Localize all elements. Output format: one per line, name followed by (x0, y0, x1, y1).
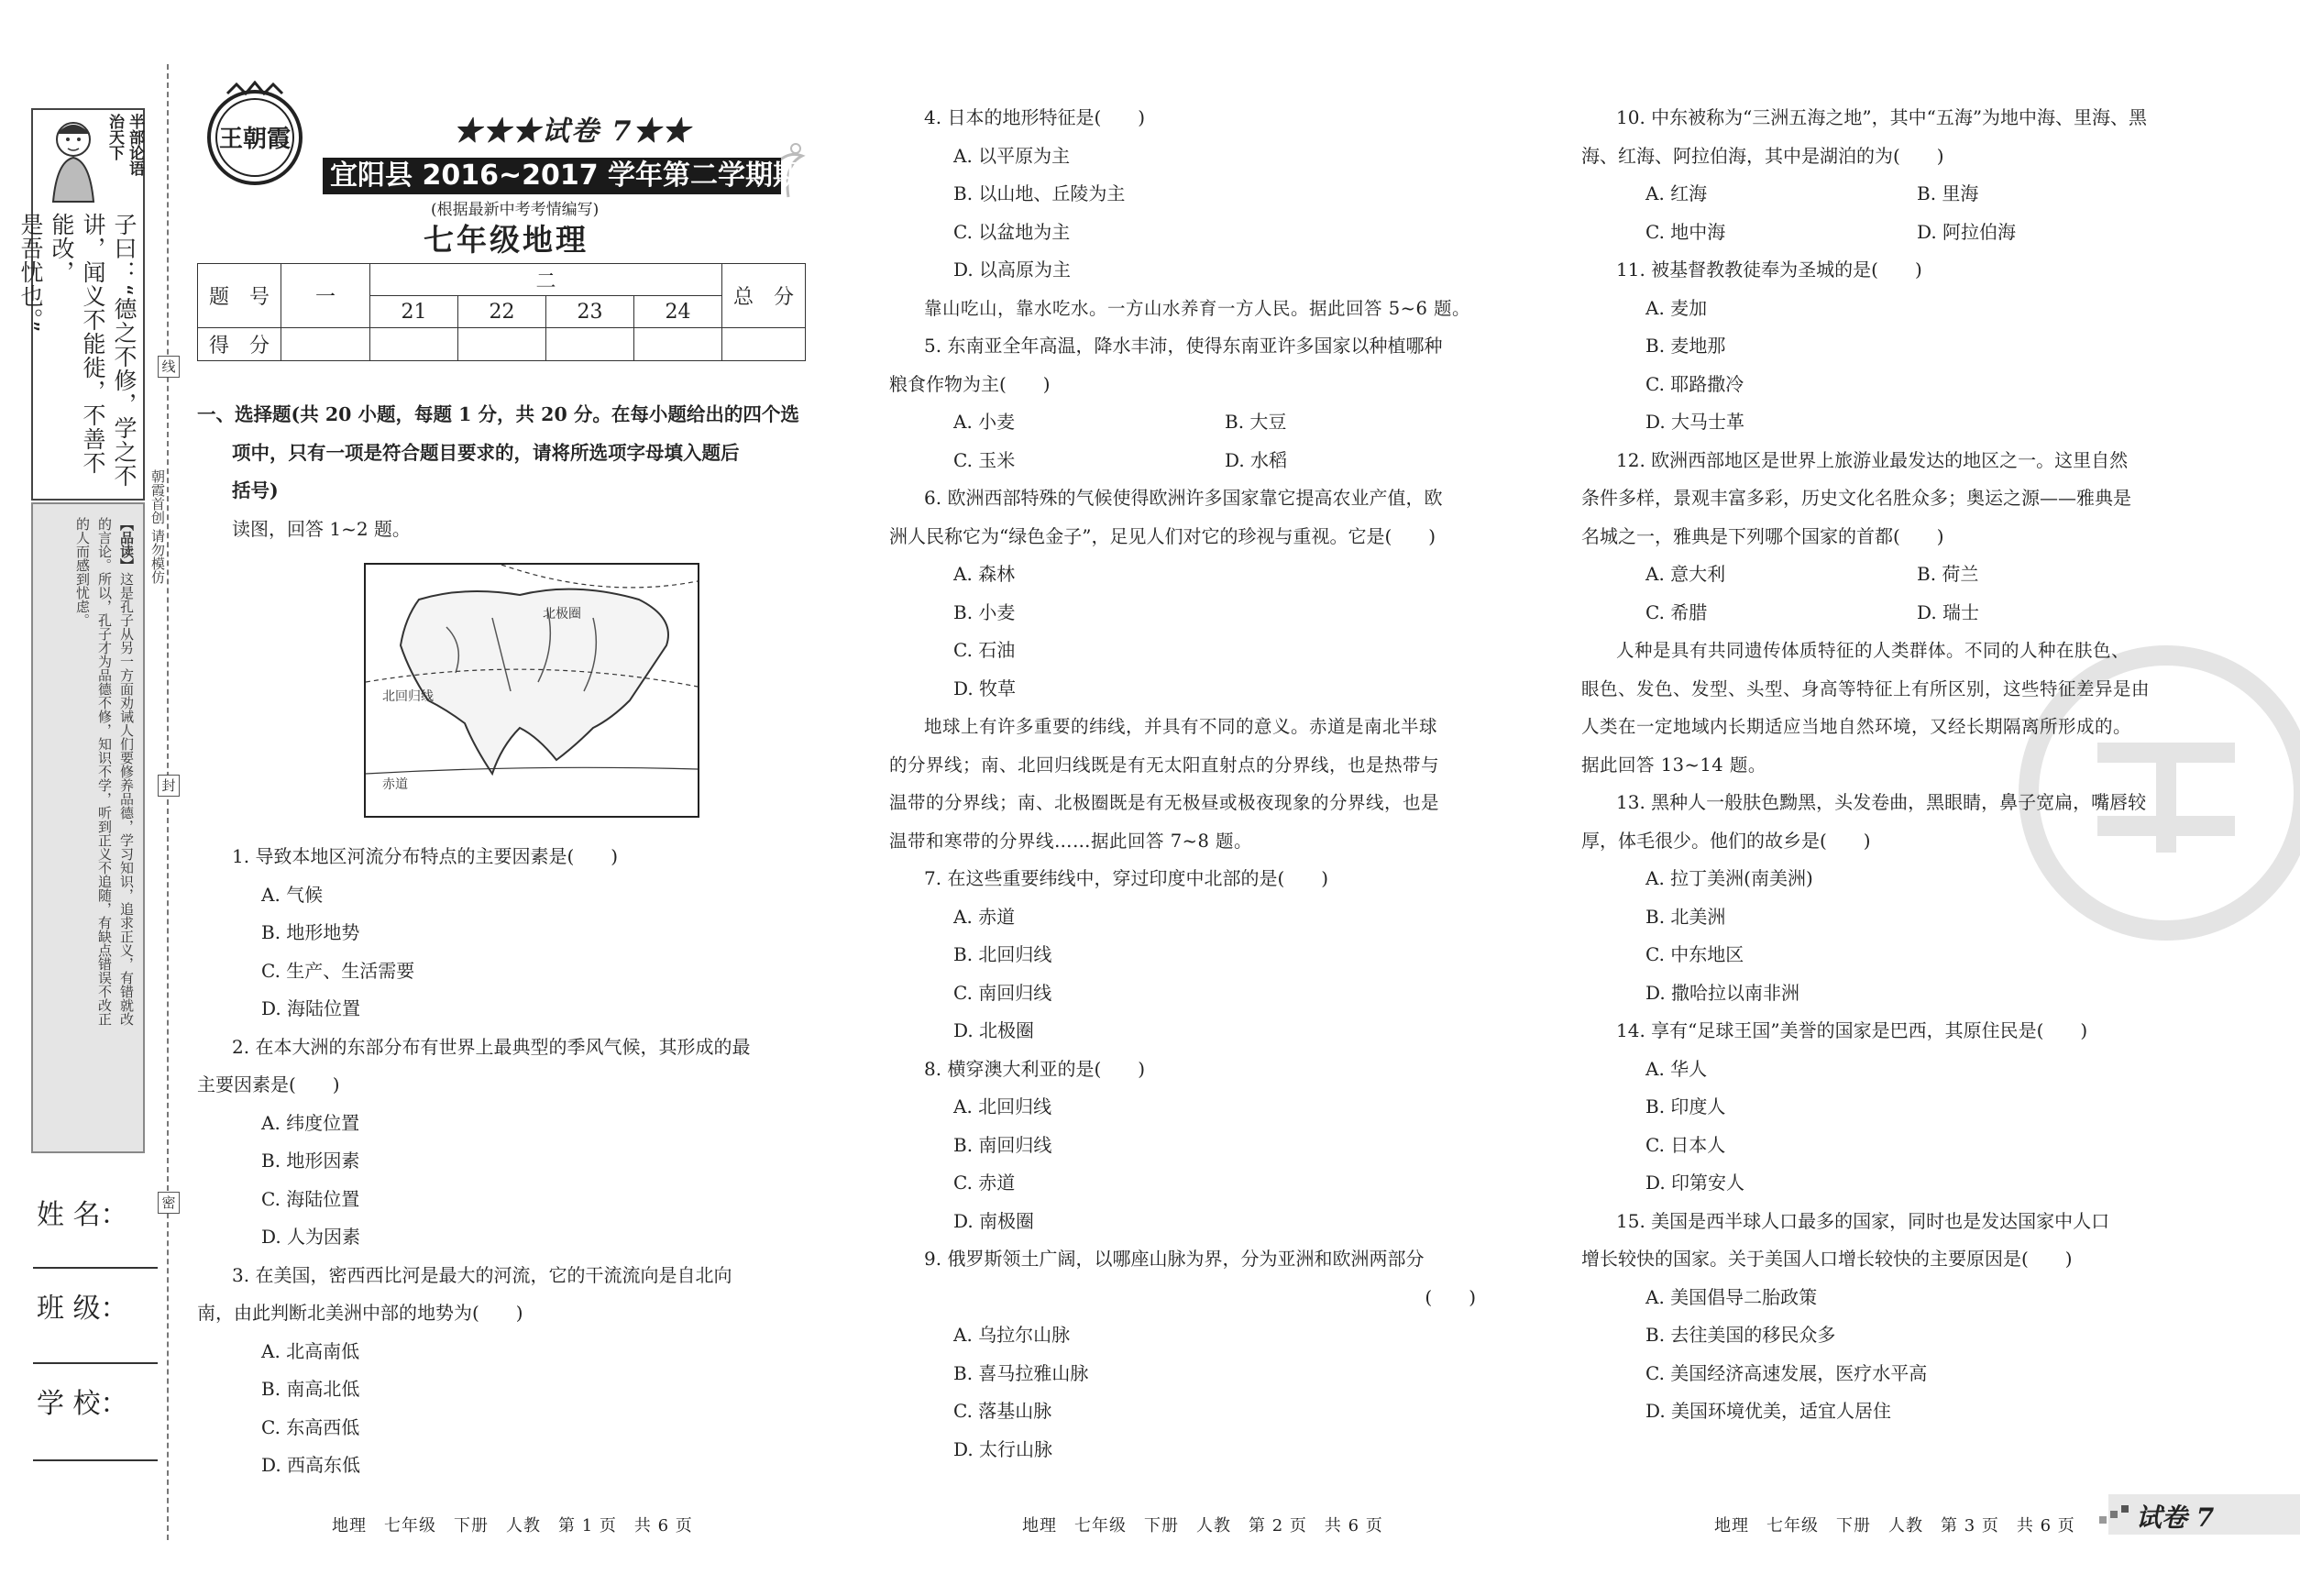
q1-option-b[interactable]: B. 地形地势 (261, 921, 360, 943)
q2-option-c[interactable]: C. 海陆位置 (261, 1187, 360, 1210)
section1-heading-1: 一、选择题(共 20 小题，每题 1 分，共 20 分。在每小题给出的四个选 (197, 403, 799, 425)
column-3 (1581, 99, 2205, 1431)
q12-options-row-1 (1581, 556, 2205, 594)
q9-bracket: ( ) (1425, 1285, 1476, 1308)
q4-stem: 4. 日本的地形特征是( ) (924, 106, 1146, 128)
score-label: 得 分 (198, 328, 281, 361)
q7-option-b[interactable]: B. 北回归线 (953, 943, 1052, 965)
q14-option-c[interactable]: C. 日本人 (1645, 1133, 1726, 1156)
score-section1: 一 (281, 264, 370, 328)
column-1-questions (197, 838, 820, 1485)
q3-option-c[interactable]: C. 东高西低 (261, 1415, 360, 1438)
commentary-line-3: 的人而感到忧虑。 (74, 517, 91, 627)
cut-label-xian: 线 (158, 356, 180, 378)
q11-option-b[interactable]: B. 麦地那 (1645, 335, 1726, 357)
q10-stem-2: 海、红海、阿拉伯海，其中是湖泊的为( ) (1581, 144, 1944, 167)
passage-7-8-line-4: 温带和寒带的分界线……据此回答 7~8 题。 (889, 830, 1253, 852)
q5-stem-1: 5. 东南亚全年高温，降水丰沛，使得东南亚许多国家以种植哪种 (924, 335, 1443, 357)
corner-squares-icon (2099, 1503, 2130, 1527)
score-sub-22: 22 (458, 296, 546, 328)
page-footer-3: 地理 七年级 下册 人教 第 3 页 共 6 页 (1714, 1516, 2075, 1535)
commentary-line-2: 的言论。所以，孔子才为品德不修，知识不学，听到正义不追随，有缺点错误不改正 (96, 517, 113, 1026)
score-cell-24[interactable] (634, 328, 722, 361)
map-label-equator: 赤道 (382, 777, 408, 792)
score-sub-21: 21 (370, 296, 458, 328)
q9-stem: 9. 俄罗斯领土广阔，以哪座山脉为界，分为亚洲和欧洲两部分 (924, 1248, 1425, 1270)
score-section2: 二 (370, 264, 722, 296)
score-table (197, 263, 806, 361)
page-footer-2: 地理 七年级 下册 人教 第 2 页 共 6 页 (1022, 1516, 1383, 1535)
q6-option-a[interactable]: A. 森林 (953, 563, 1016, 585)
q7-option-a[interactable]: A. 赤道 (953, 905, 1016, 928)
q8-stem: 8. 横穿澳大利亚的是( ) (924, 1057, 1146, 1080)
name-label: 姓 名： (37, 1199, 128, 1231)
commentary-title: 【品读】 (118, 517, 135, 572)
q12-stem-2: 条件多样，景观丰富多彩，历史文化名胜众多；奥运之源——雅典是 (1581, 487, 2131, 509)
q9-option-a[interactable]: A. 乌拉尔山脉 (953, 1324, 1071, 1346)
school-label: 学 校： (37, 1388, 128, 1420)
passage-13-14-line-2: 眼色、发色、发型、头型、身高等特征上有所区别，这些特征差异是由 (1581, 677, 2151, 699)
q2-stem-2: 主要因素是( ) (197, 1073, 340, 1095)
score-cell-1[interactable] (281, 328, 370, 361)
quote-line-1: 子曰：“德之不修，学之不 (111, 213, 138, 488)
q11-option-d[interactable]: D. 大马士革 (1645, 411, 1745, 433)
q12-stem-3: 名城之一，雅典是下列哪个国家的首都( ) (1581, 524, 1944, 547)
q1-option-d[interactable]: D. 海陆位置 (261, 997, 361, 1019)
q10-option-a[interactable]: A. 红海 (1645, 182, 1708, 204)
q13-option-d[interactable]: D. 撒哈拉以南非洲 (1645, 981, 1800, 1004)
q12-stem-1: 12. 欧洲西部地区是世界上旅游业最发达的地区之一。这里自然 (1616, 448, 2129, 471)
q2-option-b[interactable]: B. 地形因素 (261, 1150, 360, 1172)
q4-option-c[interactable]: C. 以盆地为主 (953, 220, 1071, 243)
passage-13-14-line-4: 据此回答 13~14 题。 (1581, 754, 1766, 776)
q3-option-d[interactable]: D. 西高东低 (261, 1454, 361, 1476)
school-line[interactable] (33, 1459, 158, 1461)
q3-option-a[interactable]: A. 北高南低 (261, 1339, 360, 1362)
q15-option-b[interactable]: B. 去往美国的移民众多 (1645, 1324, 1836, 1346)
score-cell-21[interactable] (370, 328, 458, 361)
q7-option-c[interactable]: C. 南回归线 (953, 981, 1052, 1004)
exam-subtitle: (根据最新中考考情编写) (431, 201, 600, 219)
quote-box (17, 108, 145, 501)
cut-notice: 朝霞首创 请勿模仿 (149, 469, 166, 584)
column-2 (889, 99, 1513, 1469)
q9-option-c[interactable]: C. 落基山脉 (953, 1400, 1052, 1422)
passage-7-8-line-3: 温带的分界线；南、北极圈既是有无极昼或极夜现象的分界线，也是 (889, 792, 1440, 813)
corner-exam-label: 试卷 7 (2136, 1502, 2215, 1533)
q5-option-a[interactable]: A. 小麦 (953, 411, 1016, 433)
q4-option-a[interactable]: A. 以平原为主 (953, 144, 1071, 167)
q11-option-a[interactable]: A. 麦加 (1645, 296, 1708, 319)
q13-option-a[interactable]: A. 拉丁美洲(南美洲) (1645, 867, 1813, 889)
q15-stem-2: 增长较快的国家。关于美国人口增长较快的主要原因是( ) (1581, 1248, 2073, 1270)
map-label-tropic: 北回归线 (382, 689, 434, 704)
q10-option-d[interactable]: D. 阿拉伯海 (1917, 220, 2017, 243)
q12-option-a[interactable]: A. 意大利 (1645, 563, 1726, 585)
q8-option-a[interactable]: A. 北回归线 (953, 1095, 1052, 1117)
commentary-line-1: 这是孔子从另一方面劝诫人们要修养品德，学习知识，追求正义，有错就改 (118, 572, 135, 1026)
series-label: ★★★试卷 7★★ (454, 116, 692, 148)
q3-option-b[interactable]: B. 南高北低 (261, 1378, 360, 1400)
q4-option-b[interactable]: B. 以山地、丘陵为主 (953, 182, 1126, 204)
class-label: 班 级： (37, 1293, 128, 1325)
q6-option-c[interactable]: C. 石油 (953, 639, 1016, 661)
score-row-label: 题 号 (198, 264, 281, 328)
logo-text: 王朝霞 (218, 126, 292, 153)
q13-stem-2: 厚，体毛很少。他们的故乡是( ) (1581, 829, 1871, 852)
class-line[interactable] (33, 1362, 158, 1364)
q1-option-a[interactable]: A. 气候 (261, 883, 324, 906)
q14-option-b[interactable]: B. 印度人 (1645, 1095, 1726, 1117)
q7-stem: 7. 在这些重要纬线中，穿过印度中北部的是( ) (924, 867, 1329, 889)
passage-7-8-line-2: 的分界线；南、北回归线既是有无太阳直射点的分界线，也是热带与 (889, 754, 1440, 776)
column-1 (197, 396, 820, 548)
grade-subject: 七年级地理 (424, 222, 589, 258)
exam-title: 宜阳县 2016~2017 学年第二学期期末质量检测试卷 (323, 158, 781, 194)
cut-label-feng: 封 (158, 775, 180, 797)
q5-option-d[interactable]: D. 水稻 (1225, 448, 1288, 471)
commentary (72, 517, 138, 1140)
score-cell-23[interactable] (546, 328, 634, 361)
score-cell-total[interactable] (722, 328, 806, 361)
q15-option-a[interactable]: A. 美国倡导二胎政策 (1645, 1285, 1818, 1308)
q10-option-c[interactable]: C. 地中海 (1645, 220, 1726, 243)
publisher-logo-icon (200, 81, 310, 191)
q2-option-d[interactable]: D. 人为因素 (261, 1226, 361, 1248)
q8-option-b[interactable]: B. 南回归线 (953, 1133, 1052, 1156)
q3-stem-2: 南，由此判断北美洲中部的地势为( ) (197, 1302, 523, 1324)
motto-line-2: 治天下 (105, 114, 124, 160)
q2-stem-1: 2. 在本大洲的东部分布有世界上最典型的季风气候，其形成的最 (232, 1035, 751, 1058)
q15-option-c[interactable]: C. 美国经济高速发展，医疗水平高 (1645, 1361, 1928, 1384)
q13-stem-1: 13. 黑种人一般肤色黝黑，头发卷曲，黑眼睛，鼻子宽扁，嘴唇较 (1616, 791, 2147, 813)
q5-option-b[interactable]: B. 大豆 (1225, 411, 1287, 433)
q15-option-d[interactable]: D. 美国环境优美，适宜人居住 (1645, 1400, 1892, 1422)
q12-options-row-2 (1581, 594, 2205, 633)
page-footer-1: 地理 七年级 下册 人教 第 1 页 共 6 页 (332, 1516, 693, 1535)
motto-line-1: 半部论语 (126, 114, 144, 176)
q7-option-d[interactable]: D. 北极圈 (953, 1019, 1035, 1041)
q6-stem-1: 6. 欧洲西部特殊的气候使得欧洲许多国家靠它提高农业产值，欧 (924, 487, 1443, 509)
q10-options-row-1 (1581, 175, 2205, 214)
score-total-label: 总 分 (722, 264, 806, 328)
q12-option-b[interactable]: B. 荷兰 (1917, 563, 1979, 585)
q5-stem-2: 粮食作物为主( ) (889, 372, 1051, 395)
q12-option-c[interactable]: C. 希腊 (1645, 600, 1708, 623)
motto (105, 114, 145, 176)
section1-intro: 读图，回答 1~2 题。 (232, 517, 411, 540)
q5-option-c[interactable]: C. 玉米 (953, 448, 1016, 471)
q1-option-c[interactable]: C. 生产、生活需要 (261, 959, 415, 982)
q5-options-row-2 (889, 442, 1513, 480)
cut-label-mi: 密 (158, 1192, 180, 1214)
q9-option-d[interactable]: D. 太行山脉 (953, 1437, 1053, 1460)
q6-stem-2: 洲人民称它为“绿色金子”，足见人们对它的珍视与重视。它是( ) (889, 524, 1436, 547)
passage-5-6: 靠山吃山，靠水吃水。一方山水养育一方人民。据此回答 5~6 题。 (924, 297, 1471, 319)
q6-option-d[interactable]: D. 牧草 (953, 677, 1017, 699)
q12-option-d[interactable]: D. 瑞士 (1917, 600, 1980, 623)
passage-13-14-line-1: 人种是具有共同遗传体质特征的人类群体。不同的人种在肤色、 (1616, 640, 2130, 661)
q14-stem: 14. 享有“足球王国”美誉的国家是巴西，其原住民是( ) (1616, 1019, 2088, 1041)
q11-option-c[interactable]: C. 耶路撒冷 (1645, 372, 1744, 395)
q2-option-a[interactable]: A. 纬度位置 (261, 1111, 360, 1134)
section1-heading-3: 括号) (232, 479, 279, 501)
quote-line-2: 讲，闻义不能徙，不善不能改， (49, 213, 106, 475)
score-sub-24: 24 (634, 296, 722, 328)
q14-option-a[interactable]: A. 华人 (1645, 1057, 1708, 1080)
q3-stem-1: 3. 在美国，密西西比河是最大的河流，它的干流流向是自北向 (232, 1263, 732, 1286)
q13-option-b[interactable]: B. 北美洲 (1645, 905, 1726, 928)
q10-option-b[interactable]: B. 里海 (1917, 182, 1979, 204)
confucius-icon (37, 114, 110, 205)
passage-7-8-line-1: 地球上有许多重要的纬线，并具有不同的意义。赤道是南北半球 (924, 716, 1438, 737)
q13-option-c[interactable]: C. 中东地区 (1645, 943, 1744, 965)
map-label-arctic: 北极圈 (543, 607, 581, 622)
score-sub-23: 23 (546, 296, 634, 328)
q14-option-d[interactable]: D. 印第安人 (1645, 1172, 1745, 1194)
q8-option-d[interactable]: D. 南极圈 (953, 1209, 1035, 1232)
name-line[interactable] (33, 1267, 158, 1269)
asia-map (364, 563, 699, 818)
section1-heading-2: 项中，只有一项是符合题目要求的，请将所选项字母填入题后 (232, 441, 740, 464)
q8-option-c[interactable]: C. 赤道 (953, 1172, 1016, 1194)
passage-13-14-line-3: 人类在一定地域内长期适应当地自然环境，又经长期隔离所形成的。 (1581, 716, 2132, 737)
score-cell-22[interactable] (458, 328, 546, 361)
commentary-box (31, 502, 145, 1153)
q5-options-row-1 (889, 403, 1513, 442)
q10-options-row-2 (1581, 214, 2205, 252)
q6-option-b[interactable]: B. 小麦 (953, 600, 1016, 623)
q4-option-d[interactable]: D. 以高原为主 (953, 259, 1072, 281)
confucius-quote (15, 213, 139, 488)
q9-option-b[interactable]: B. 喜马拉雅山脉 (953, 1361, 1089, 1384)
q1-stem: 1. 导致本地区河流分布特点的主要因素是( ) (232, 845, 619, 867)
cut-line (167, 64, 169, 1540)
quote-line-3: 是吾忧也。” (17, 213, 44, 334)
q11-stem: 11. 被基督教教徒奉为圣城的是( ) (1616, 259, 1922, 281)
q10-stem-1: 10. 中东被称为“三洲五海之地”，其中“五海”为地中海、里海、黑 (1616, 106, 2148, 128)
q15-stem-1: 15. 美国是西半球人口最多的国家，同时也是发达国家中人口 (1616, 1209, 2110, 1232)
